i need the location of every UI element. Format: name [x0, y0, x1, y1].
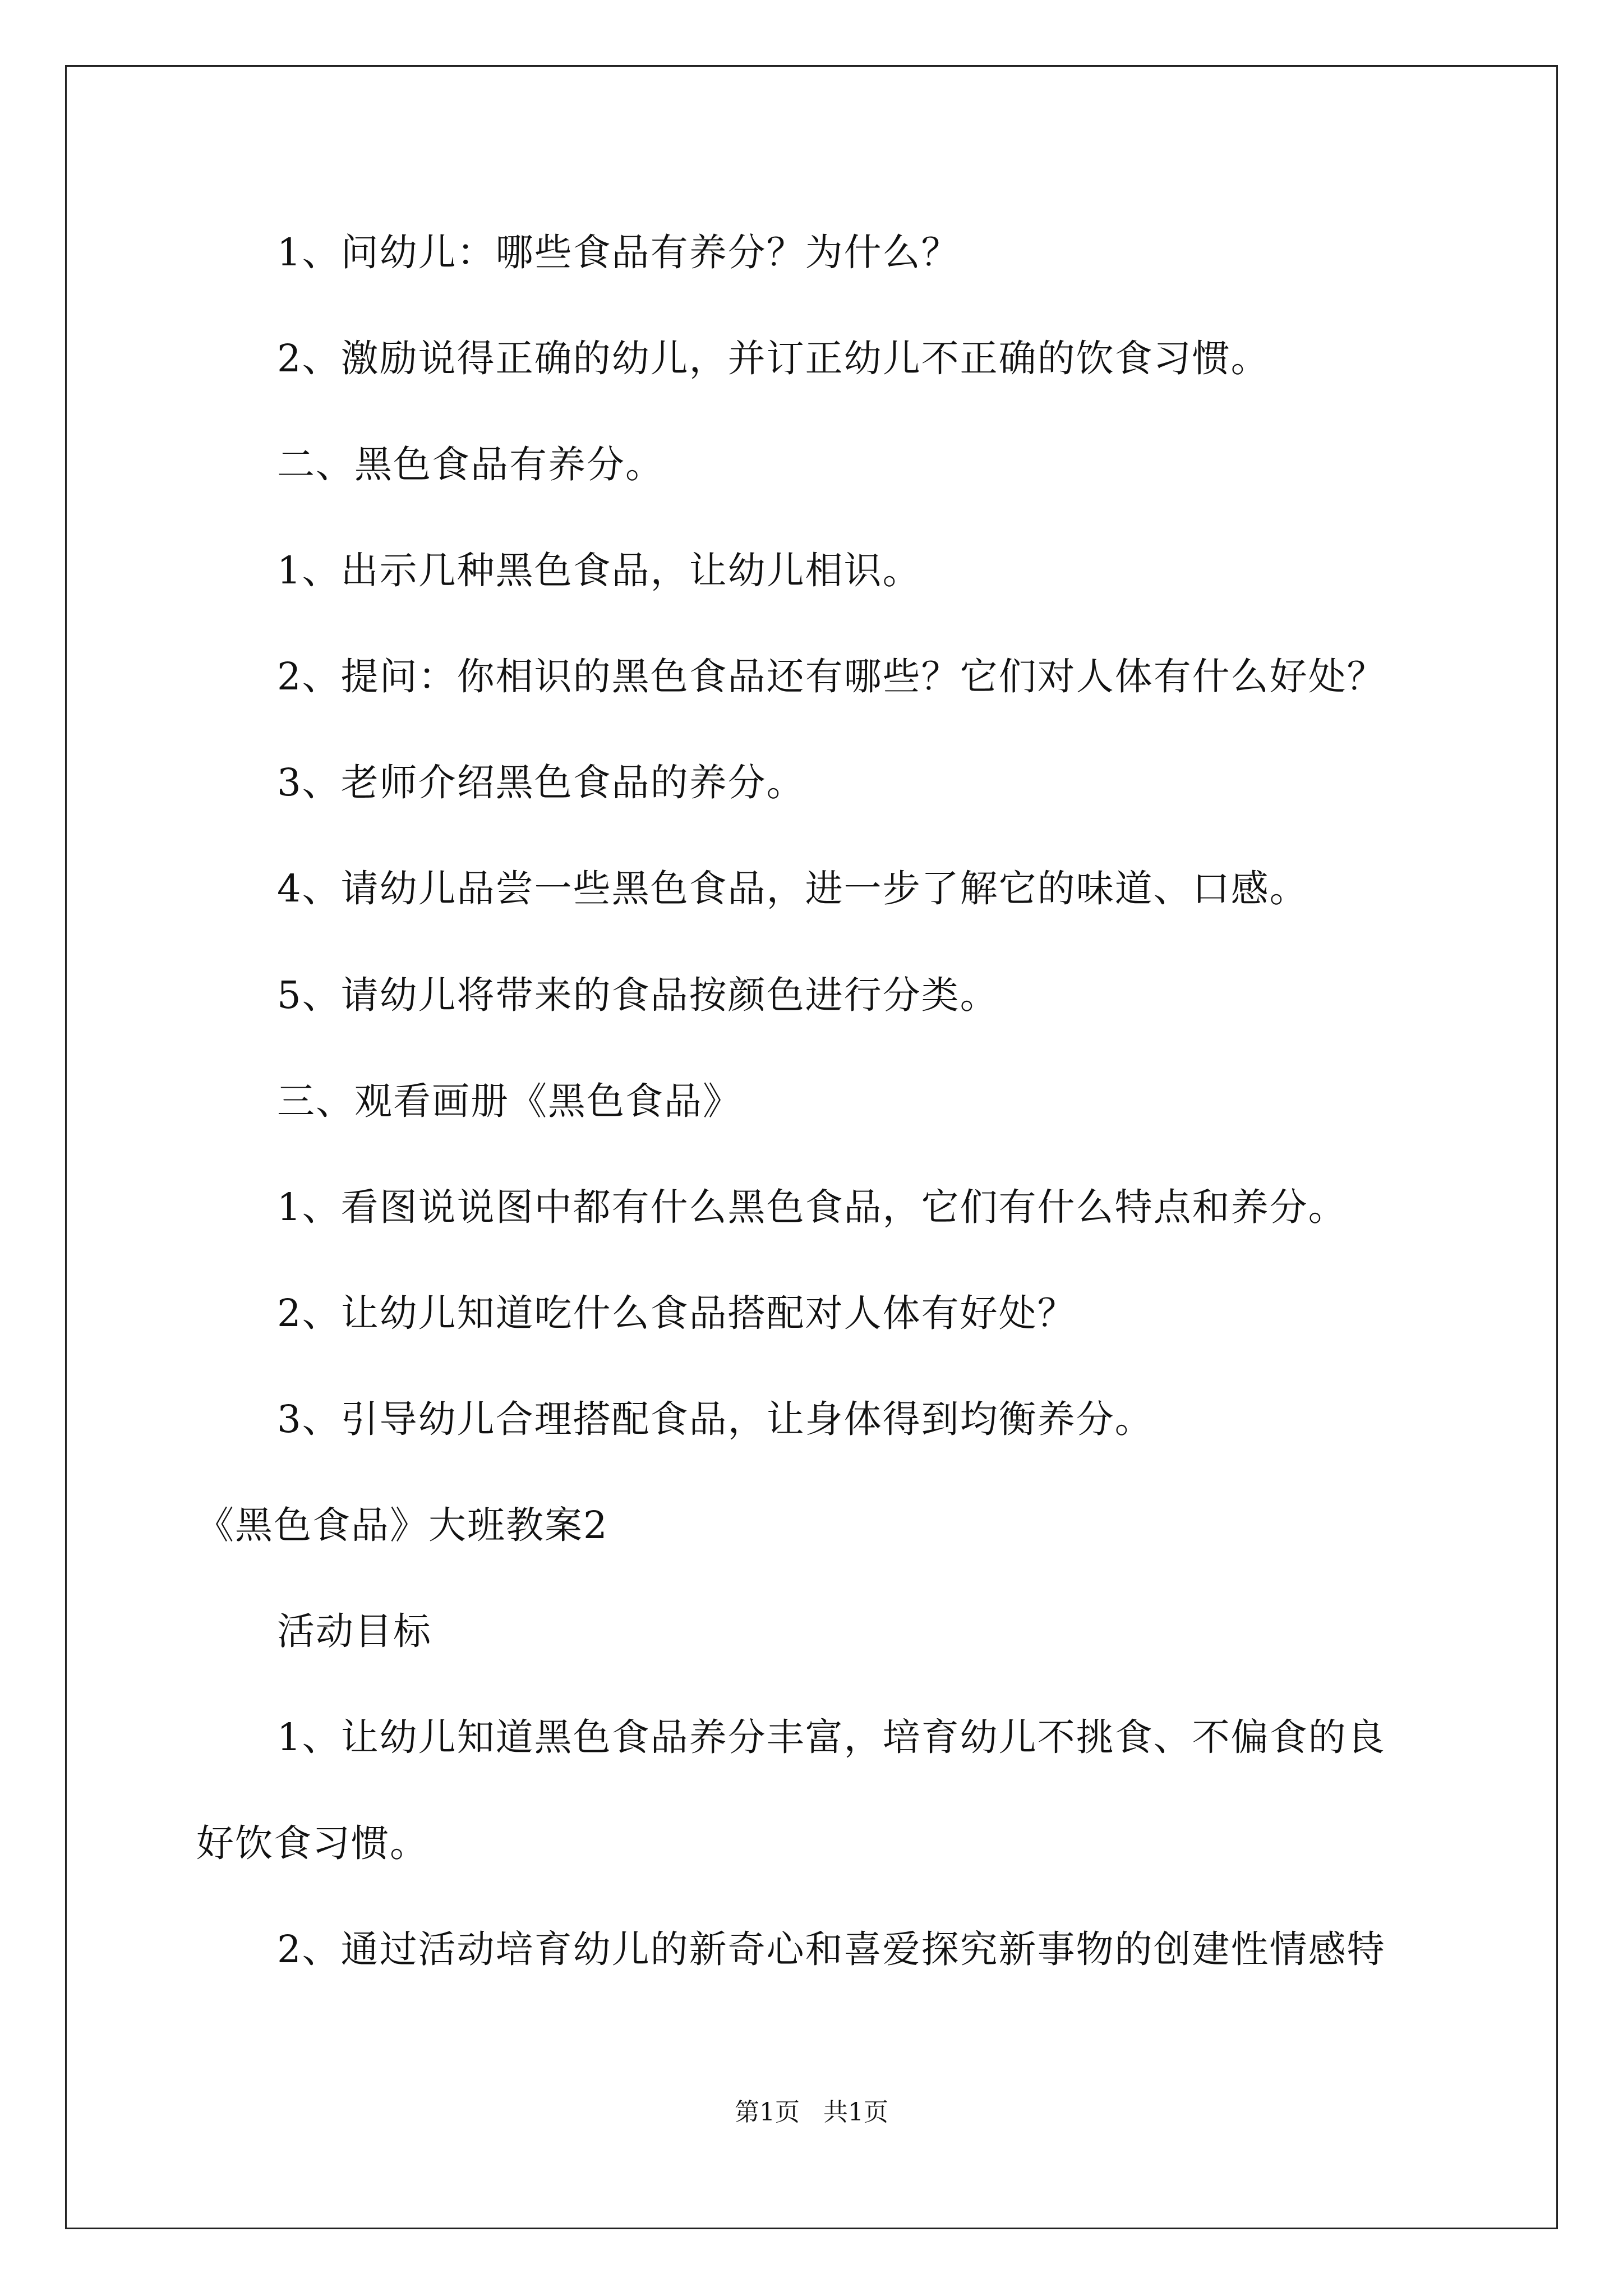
section-heading-3: 三、观看画册《黑色食品》: [277, 1079, 741, 1123]
text-line-15: 1、让幼儿知道黑色食品养分丰富，培育幼儿不挑食、不偏食的良: [277, 1715, 1386, 1759]
text-line-10: 1、看图说说图中都有什么黑色食品，它们有什么特点和养分。: [277, 1185, 1347, 1229]
text-line-4: 1、出示几种黑色食品，让幼儿相识。: [277, 549, 921, 592]
text-line-8: 5、请幼儿将带来的食品按颜色进行分类。: [277, 973, 999, 1017]
subheading-activity-goals: 活动目标: [277, 1609, 432, 1653]
text-line-2: 2、激励说得正确的幼儿，并订正幼儿不正确的饮食习惯。: [277, 337, 1270, 380]
section-heading-2: 二、黑色食品有养分。: [277, 443, 664, 486]
text-line-1: 1、问幼儿：哪些食品有养分？为什么？: [277, 231, 960, 274]
text-line-5: 2、提问：你相识的黑色食品还有哪些？它们对人体有什么好处？: [277, 655, 1386, 698]
page-footer: 第1页 共1页: [735, 2098, 888, 2127]
text-line-16: 好饮食习惯。: [196, 1821, 428, 1865]
text-line-12: 3、引导幼儿合理搭配食品，让身体得到均衡养分。: [277, 1397, 1154, 1441]
text-line-17: 2、通过活动培育幼儿的新奇心和喜爱探究新事物的创建性情感特: [277, 1927, 1386, 1971]
page-frame: [65, 65, 1558, 2229]
text-line-6: 3、老师介绍黑色食品的养分。: [277, 761, 805, 804]
document-title: 《黑色食品》大班教案2: [196, 1503, 608, 1547]
text-line-11: 2、让幼儿知道吃什么食品搭配对人体有好处？: [277, 1291, 1076, 1335]
text-line-7: 4、请幼儿品尝一些黑色食品，进一步了解它的味道、口感。: [277, 867, 1308, 910]
